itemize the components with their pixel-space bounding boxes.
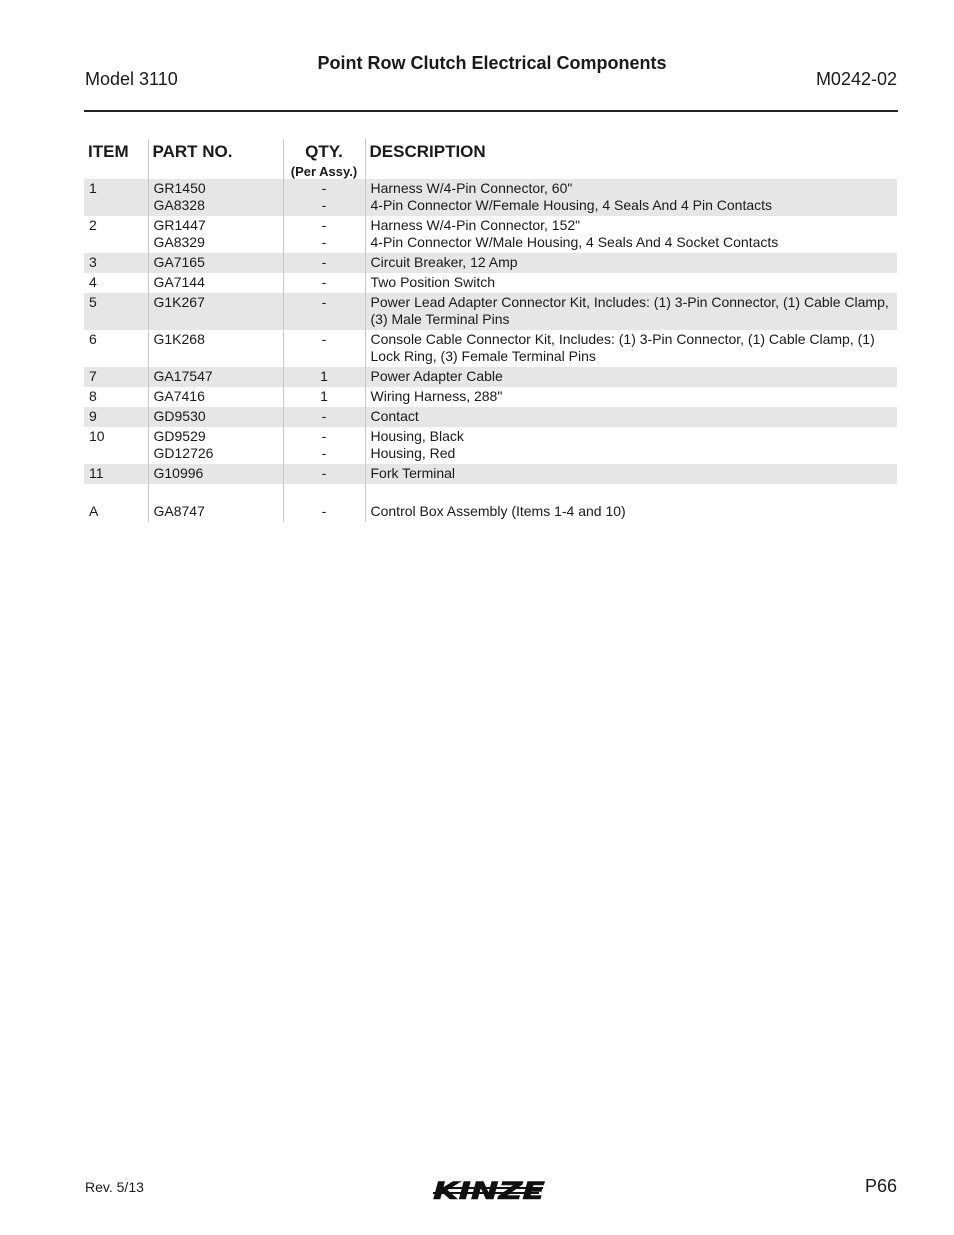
table-row <box>84 387 897 407</box>
description-text: Two Position Switch <box>370 274 495 290</box>
quantity-cell <box>283 253 365 273</box>
spacer-cell <box>148 484 283 502</box>
page-title: Point Row Clutch Electrical Components <box>317 53 667 73</box>
part-number-cell <box>148 179 283 216</box>
quantity-text: - <box>321 180 327 196</box>
part-number-cell <box>148 427 283 464</box>
document-number: M0242-02 <box>815 69 897 89</box>
item-cell: 3 <box>84 253 148 273</box>
table-row <box>84 216 897 253</box>
table-header-row <box>84 139 897 179</box>
description-text: 4-Pin Connector W/Male Housing, 4 Seals And 4 Socket Contacts <box>370 234 779 250</box>
description-text: Wiring Harness, 288" <box>370 388 503 404</box>
quantity-text: - <box>321 254 327 270</box>
description-text: Harness W/4-Pin Connector, 152" <box>370 217 581 233</box>
part-number-text: G1K268 <box>153 331 205 347</box>
quantity-text: - <box>321 445 327 461</box>
part-number-text: GR1447 <box>153 217 206 233</box>
quantity-text: - <box>321 217 327 233</box>
part-number-cell <box>148 407 283 427</box>
part-number-cell <box>148 387 283 407</box>
quantity-text: 1 <box>320 388 328 404</box>
part-number-text: GD12726 <box>153 445 214 461</box>
table-row <box>84 502 897 522</box>
qty-header-label: QTY. <box>305 142 343 161</box>
item-cell: 8 <box>89 388 97 404</box>
quantity-text: - <box>321 294 327 310</box>
part-number-cell <box>148 502 283 522</box>
description-text: Power Lead Adapter Connector Kit, Includes: (1) 3-Pin Connector, (1) Cable Clamp, (3) Male Terminal Pins <box>370 294 889 327</box>
quantity-text: - <box>321 428 327 444</box>
description-text: Contact <box>370 408 419 424</box>
description-text: Power Adapter Cable <box>370 368 503 384</box>
item-cell: 11 <box>84 464 148 484</box>
quantity-cell <box>283 216 365 253</box>
column-header-item: ITEM <box>88 142 129 161</box>
kinze-logo <box>431 1176 552 1206</box>
description-cell <box>365 253 897 273</box>
part-number-text: GA8328 <box>153 197 205 213</box>
part-number-text: GA7165 <box>153 254 205 270</box>
quantity-text: - <box>321 408 327 424</box>
description-cell <box>365 502 897 522</box>
quantity-text: - <box>321 465 327 481</box>
table-row <box>84 293 897 330</box>
table-row <box>84 179 897 216</box>
column-header-part-no: PART NO. <box>148 139 283 179</box>
description-text: Housing, Black <box>370 428 464 444</box>
quantity-text: - <box>321 274 327 290</box>
page-number: P66 <box>864 1176 897 1196</box>
spacer-cell <box>365 484 897 502</box>
description-text: Circuit Breaker, 12 Amp <box>370 254 518 270</box>
spacer-cell <box>283 484 365 502</box>
description-cell <box>365 330 897 367</box>
part-number-cell <box>148 464 283 484</box>
description-cell <box>365 273 897 293</box>
description-cell <box>365 387 897 407</box>
item-cell: 5 <box>84 293 148 330</box>
model-label: Model 3110 <box>85 69 178 89</box>
description-text: Control Box Assembly (Items 1-4 and 10) <box>370 503 626 519</box>
description-cell <box>365 216 897 253</box>
description-text: Harness W/4-Pin Connector, 60" <box>370 180 573 196</box>
quantity-cell <box>283 330 365 367</box>
description-text: 4-Pin Connector W/Female Housing, 4 Seals And 4 Pin Contacts <box>370 197 773 213</box>
table-row <box>84 427 897 464</box>
part-number-text: GA8747 <box>153 503 205 519</box>
header-divider <box>84 110 898 112</box>
logo-wordmark: KINZE <box>433 1177 546 1205</box>
description-text: Housing, Red <box>370 445 456 461</box>
table-row <box>84 330 897 367</box>
part-number-text: GA8329 <box>153 234 205 250</box>
description-text: Fork Terminal <box>370 465 456 481</box>
item-cell: 2 <box>89 217 97 233</box>
part-number-cell <box>148 273 283 293</box>
part-number-text: G1K267 <box>153 294 205 310</box>
spacer-cell <box>84 484 148 502</box>
qty-header-sublabel: (Per Assy.) <box>290 164 358 179</box>
quantity-cell <box>283 427 365 464</box>
description-cell <box>365 179 897 216</box>
part-number-cell <box>148 367 283 387</box>
item-cell: A <box>89 503 99 519</box>
quantity-text: - <box>321 234 327 250</box>
quantity-cell <box>283 387 365 407</box>
table-row <box>84 273 897 293</box>
part-number-text: GA7144 <box>153 274 205 290</box>
description-cell <box>365 464 897 484</box>
part-number-text: GD9530 <box>153 408 206 424</box>
quantity-cell <box>283 273 365 293</box>
column-header-description: DESCRIPTION <box>365 139 897 179</box>
part-number-text: GA17547 <box>153 368 213 384</box>
part-number-cell <box>148 253 283 273</box>
table-row <box>84 407 897 427</box>
item-cell: 10 <box>89 428 105 444</box>
description-cell <box>365 367 897 387</box>
part-number-cell <box>148 293 283 330</box>
part-number-text: GD9529 <box>153 428 206 444</box>
revision-label: Rev. 5/13 <box>85 1179 144 1195</box>
item-cell: 1 <box>84 179 148 216</box>
spacer-row <box>84 484 897 502</box>
table-row <box>84 367 897 387</box>
parts-table-body <box>84 179 897 522</box>
item-cell: 6 <box>89 331 97 347</box>
table-row <box>84 464 897 484</box>
item-cell: 7 <box>84 367 148 387</box>
description-cell <box>365 407 897 427</box>
quantity-cell <box>283 293 365 330</box>
part-number-text: G10996 <box>153 465 204 481</box>
part-number-text: GR1450 <box>153 180 206 196</box>
description-text: Console Cable Connector Kit, Includes: (1) 3-Pin Connector, (1) Cable Clamp, (1) Lock Ring, (3) Female Terminal Pins <box>370 331 875 364</box>
column-header-qty <box>283 139 365 179</box>
parts-table <box>84 139 897 522</box>
item-cell: 4 <box>89 274 97 290</box>
part-number-cell <box>148 330 283 367</box>
quantity-text: - <box>321 197 327 213</box>
description-cell <box>365 427 897 464</box>
quantity-cell <box>283 179 365 216</box>
part-number-text: GA7416 <box>153 388 205 404</box>
quantity-cell <box>283 407 365 427</box>
part-number-cell <box>148 216 283 253</box>
quantity-text: - <box>321 331 327 347</box>
quantity-cell <box>283 464 365 484</box>
quantity-text: 1 <box>320 368 328 384</box>
quantity-cell <box>283 367 365 387</box>
table-row <box>84 253 897 273</box>
description-cell <box>365 293 897 330</box>
quantity-text: - <box>321 503 327 519</box>
quantity-cell <box>283 502 365 522</box>
item-cell: 9 <box>84 407 148 427</box>
